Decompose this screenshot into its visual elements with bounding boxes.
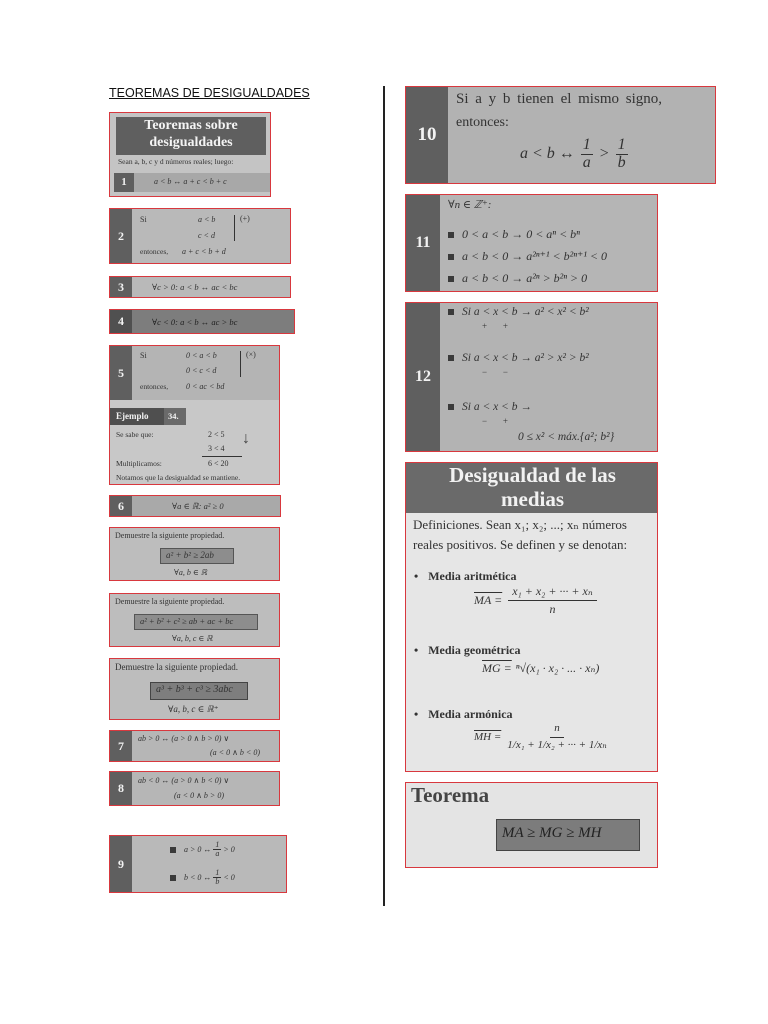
medias-title-line1: Desigualdad de las (449, 463, 616, 487)
bullet-square-icon (448, 309, 454, 315)
ejemplo-label: Ejemplo (116, 411, 149, 421)
t7-number: 7 (110, 731, 132, 761)
prop1-formula: a² + b² ≥ 2ab (166, 550, 214, 560)
t4-formula: ∀c < 0: a < b ↔ ac > bc (152, 317, 238, 327)
t5-number: 5 (110, 346, 132, 400)
property-2 (109, 593, 280, 647)
mh-label: • Media armónica (414, 707, 513, 721)
property-1 (109, 527, 280, 581)
mg-formula: MG = ⁿ√(x₁ · x₂ · ... · xₙ) (482, 661, 600, 675)
theorem-7 (109, 730, 280, 762)
column-divider (383, 86, 385, 906)
t10-line2: entonces: (456, 115, 509, 130)
theorem-6 (109, 495, 281, 517)
t5-line2: 0 < c < d (186, 366, 217, 375)
theorem-2 (109, 208, 291, 264)
t9-line2: b < 0 ↔ $\frac{1}{b}$ < 0 (170, 869, 235, 887)
t5-mark: (×) (246, 350, 256, 359)
t8-line2: (a < 0 ∧ b > 0) (174, 791, 224, 800)
t10-line1: Si a y b tienen el mismo signo, (456, 91, 662, 107)
medias-definition-line2: reales positivos. Se definen y se denotan: (413, 537, 628, 552)
prop2-formula: a² + b² + c² ≥ ab + ac + bc (140, 616, 234, 626)
theorem-11 (405, 194, 658, 292)
bullet-square-icon (448, 232, 454, 238)
ejemplo-sabe: Se sabe que: (116, 430, 154, 439)
theorem-12 (405, 302, 658, 452)
t6-number: 6 (110, 496, 132, 516)
t4-number: 4 (110, 310, 132, 333)
header-card (109, 112, 271, 197)
medias-title-line2: medias (501, 487, 564, 511)
prop1-domain: ∀a, b ∈ ℝ (174, 568, 208, 577)
t5-line1: 0 < a < b (186, 351, 217, 360)
t2-si: Si (140, 215, 147, 224)
t11-head: ∀n ∈ ℤ⁺: (448, 199, 492, 211)
ejemplo-number: 34. (168, 411, 179, 421)
t5-si: Si (140, 351, 147, 360)
t2-line1: a < b (198, 215, 216, 224)
bullet-square-icon (448, 404, 454, 410)
medias-definition-line1: Definiciones. Sean x₁; x₂; ...; xₙ números (413, 517, 627, 532)
t2-entonces: entonces, (140, 247, 169, 256)
t12-line3b: 0 ≤ x² < máx.{a²; b²} (518, 431, 615, 443)
theorem-4 (109, 309, 295, 334)
prop3-formula: a³ + b³ + c³ ≥ 3abc (156, 684, 233, 695)
t12-signs3: − + (482, 416, 508, 426)
t8-line1: ab < 0 ↔ (a > 0 ∧ b < 0) ∨ (138, 776, 230, 785)
t2-mark: (+) (240, 214, 250, 223)
ejemplo-v2: 3 < 4 (208, 444, 225, 453)
t3-formula: ∀c > 0: a < b ↔ ac < bc (152, 282, 238, 292)
property-3 (109, 658, 280, 720)
header-title-line2: desigualdades (149, 135, 233, 150)
prop3-title: Demuestre la siguiente propiedad. (115, 662, 238, 672)
theorem-9 (109, 835, 287, 893)
teorema-card (405, 782, 658, 868)
t1-formula: a < b ↔ a + c < b + c (154, 177, 227, 186)
prop2-title: Demuestre la siguiente propiedad. (115, 597, 225, 606)
ejemplo-arrow: ↓ (242, 430, 250, 447)
ma-formula: MA = $\frac{\text{x₁ + x₂ + ··· + xₙ}}{n}$ (474, 585, 599, 615)
t7-line1: ab > 0 ↔ (a > 0 ∧ b > 0) ∨ (138, 734, 230, 743)
ejemplo-mult: Multiplicamos: (116, 459, 162, 468)
t12-line2: Si a < x < b → a² > x² > b² (448, 352, 589, 364)
prop2-domain: ∀a, b, c ∈ ℝ (172, 634, 213, 643)
bullet-square-icon (170, 875, 176, 881)
t8-number: 8 (110, 772, 132, 805)
t12-line1: Si a < x < b → a² < x² < b² (448, 306, 589, 318)
t11-number: 11 (406, 195, 440, 291)
bullet-square-icon (448, 276, 454, 282)
t5-result: 0 < ac < bd (186, 382, 225, 391)
t12-signs1: + + (482, 321, 508, 331)
t2-line2: c < d (198, 231, 215, 240)
bullet-square-icon (170, 847, 176, 853)
ejemplo-note: Notamos que la desigualdad se mantiene. (116, 473, 241, 482)
ejemplo-v3: 6 < 20 (208, 459, 229, 468)
t3-number: 3 (110, 277, 132, 297)
ejemplo-v1: 2 < 5 (208, 430, 225, 439)
bullet-square-icon (448, 355, 454, 361)
bullet-square-icon (448, 254, 454, 260)
mg-label: • Media geométrica (414, 643, 521, 657)
prop3-domain: ∀a, b, c ∈ ℝ⁺ (168, 704, 219, 714)
teorema-formula: MA ≥ MG ≥ MH (502, 825, 602, 841)
t11-line3: a < b < 0 → a²ⁿ > b²ⁿ > 0 (448, 271, 587, 286)
prop1-title: Demuestre la siguiente propiedad. (115, 531, 225, 540)
t7-line2: (a < 0 ∧ b < 0) (210, 748, 260, 757)
theorem-8 (109, 771, 280, 806)
t9-number: 9 (110, 836, 132, 892)
mh-formula: MH = $\frac{n}{\text{1/x₁ + 1/x₂ + ··· + 1/xₙ}}$ (474, 722, 607, 751)
t12-line3: Si a < x < b → (448, 401, 532, 413)
t12-signs2: − − (482, 367, 508, 377)
header-subtitle: Sean a, b, c y d números reales; luego: (118, 157, 234, 166)
t10-formula: a < b ↔ $\frac{1}{a}$ > $\frac{1}{b}$ (520, 136, 626, 171)
page-title: TEOREMAS DE DESIGUALDADES (109, 86, 310, 100)
t2-result: a + c < b + d (182, 247, 226, 256)
t11-line2: a < b < 0 → a²ⁿ⁺¹ < b²ⁿ⁺¹ < 0 (448, 249, 607, 264)
theorem-10 (405, 86, 716, 184)
ma-label: • Media aritmética (414, 569, 517, 583)
t6-formula: ∀a ∈ ℝ: a² ≥ 0 (172, 501, 224, 511)
t1-number: 1 (114, 173, 134, 192)
t11-line1: 0 < a < b → 0 < aⁿ < bⁿ (448, 227, 580, 242)
t5-entonces: entonces, (140, 382, 169, 391)
medias-card (405, 462, 658, 772)
t12-number: 12 (406, 303, 440, 451)
header-title-line1: Teoremas sobre (144, 118, 238, 133)
t10-number: 10 (406, 87, 448, 183)
t9-line1: a > 0 ↔ $\frac{1}{a}$ > 0 (170, 841, 235, 859)
theorem-3 (109, 276, 291, 298)
teorema-title: Teorema (411, 783, 490, 807)
t2-number: 2 (110, 209, 132, 263)
theorem-5 (109, 345, 280, 485)
